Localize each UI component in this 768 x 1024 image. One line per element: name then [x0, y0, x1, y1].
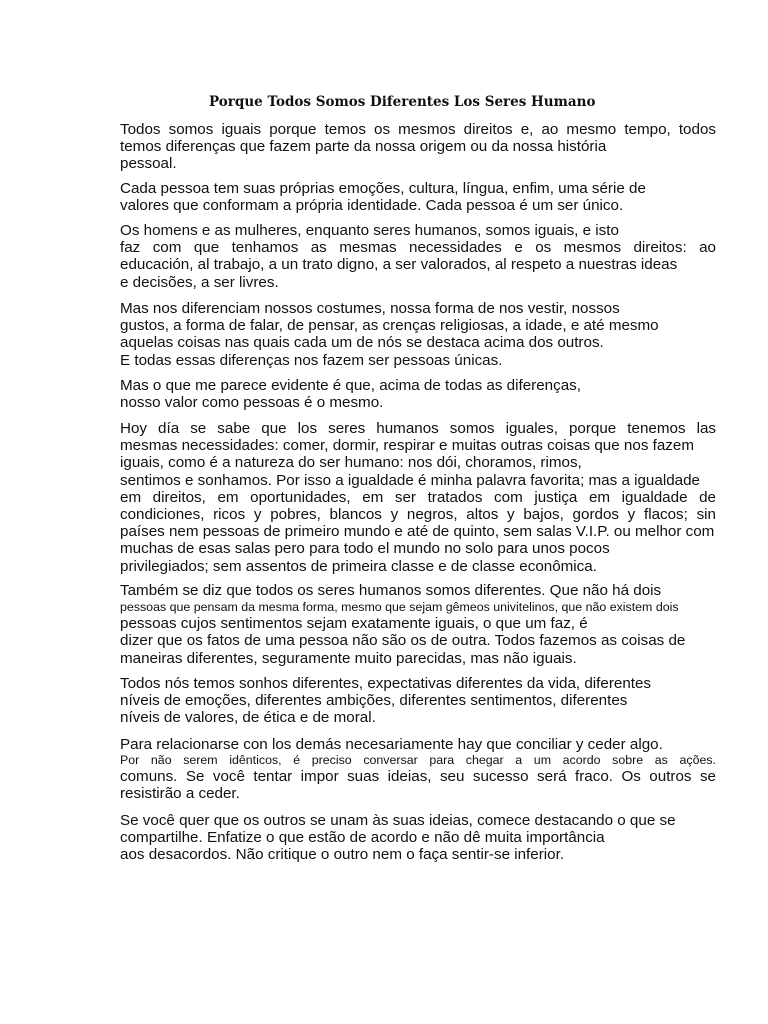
paragraph-2	[120, 180, 716, 214]
text-line: Se você quer que os outros se unam às suas ideias, comece destacando o que se	[120, 812, 676, 829]
text-line: pessoas cujos sentimentos sejam exatamente iguais, o que um faz, é	[120, 615, 588, 633]
paragraph-1	[120, 121, 716, 173]
text-line: faz com que tenhamos as mesmas necessidades e os mesmos direitos: ao	[120, 239, 716, 257]
text-line: valores que conformam a própria identidade. Cada pessoa é um ser único.	[120, 197, 624, 215]
text-line: comuns. Se você tentar impor suas ideias, seu sucesso será fraco. Os outros se	[120, 768, 716, 786]
text-line: Todos somos iguais porque temos os mesmos direitos e, ao mesmo tempo, todos	[120, 121, 716, 138]
text-line: aos desacordos. Não critique o outro nem o faça sentir-se inferior.	[120, 846, 565, 864]
text-line: maneiras diferentes, seguramente muito parecidas, mas não iguais.	[120, 649, 577, 667]
text-line: pessoal.	[120, 155, 177, 173]
paragraph-10	[120, 812, 716, 864]
text-line: resistirão a ceder.	[120, 785, 240, 803]
text-line: pessoas que pensam da mesma forma, mesmo que sejam gêmeos univitelinos, que não existem dois	[120, 600, 679, 615]
text-line: compartilhe. Enfatize o que estão de acordo e não dê muita importância	[120, 829, 605, 847]
text-line: aquelas coisas nas quais cada um de nós se destaca acima dos outros.	[120, 334, 604, 352]
text-line: temos diferenças que fazem parte da nossa origem ou da nossa história	[120, 138, 607, 156]
paragraph-7	[120, 582, 716, 667]
text-line: muchas de esas salas pero para todo el mundo no solo para unos pocos	[120, 540, 610, 558]
text-line: educación, al trabajo, a un trato digno, a ser valorados, al respeto a nuestras ideas	[120, 256, 678, 274]
text-line: mesmas necessidades: comer, dormir, respirar e muitas outras coisas que nos fazem	[120, 437, 694, 455]
text-line: Mas nos diferenciam nossos costumes, nossa forma de nos vestir, nossos	[120, 300, 620, 317]
paragraph-3	[120, 222, 716, 291]
text-line: dizer que os fatos de uma pessoa não são os de outra. Todos fazemos as coisas de	[120, 632, 686, 650]
text-line: Mas o que me parece evidente é que, acima de todas as diferenças,	[120, 377, 581, 394]
text-line: Para relacionarse con los demás necesariamente hay que conciliar y ceder algo.	[120, 736, 663, 753]
text-line: Cada pessoa tem suas próprias emoções, cultura, língua, enfim, uma série de	[120, 180, 646, 197]
text-line: níveis de emoções, diferentes ambições, diferentes sentimentos, diferentes	[120, 692, 628, 710]
text-line: países nem pessoas de primeiro mundo e até de quinto, sem salas V.I.P. ou melhor com	[120, 523, 715, 541]
text-line: gustos, a forma de falar, de pensar, as crenças religiosas, a idade, e até mesmo	[120, 317, 659, 335]
text-line: nosso valor como pessoas é o mesmo.	[120, 394, 384, 412]
text-line: Hoy día se sabe que los seres humanos somos iguales, porque tenemos las	[120, 420, 716, 437]
paragraph-6	[120, 420, 716, 575]
paragraph-4	[120, 300, 716, 369]
text-line: condiciones, ricos y pobres, blancos y negros, altos y bajos, gordos y flacos; sin	[120, 506, 716, 524]
text-line: Também se diz que todos os seres humanos somos diferentes. Que não há dois	[120, 582, 662, 599]
text-line: Por não serem idênticos, é preciso conversar para chegar a um acordo sobre as ações.	[120, 753, 716, 768]
paragraph-8	[120, 675, 716, 727]
paragraph-5	[120, 377, 716, 411]
text-line: E todas essas diferenças nos fazem ser pessoas únicas.	[120, 351, 503, 369]
document-title: Porque Todos Somos Diferentes Los Seres Humano	[209, 94, 596, 110]
text-line: privilegiados; sem assentos de primeira classe e de classe econômica.	[120, 557, 597, 575]
text-line: Todos nós temos sonhos diferentes, expectativas diferentes da vida, diferentes	[120, 675, 652, 692]
text-line: níveis de valores, de ética e de moral.	[120, 709, 376, 727]
text-line: em direitos, em oportunidades, em ser tratados com justiça em igualdade de	[120, 488, 716, 506]
text-line: e decisões, a ser livres.	[120, 273, 279, 291]
text-line: Os homens e as mulheres, enquanto seres humanos, somos iguais, e isto	[120, 222, 619, 239]
paragraph-9	[120, 736, 716, 803]
text-line: iguais, como é a natureza do ser humano: nos dói, choramos, rimos,	[120, 454, 582, 472]
text-line: sentimos e sonhamos. Por isso a igualdade é minha palavra favorita; mas a igualdade	[120, 471, 700, 489]
